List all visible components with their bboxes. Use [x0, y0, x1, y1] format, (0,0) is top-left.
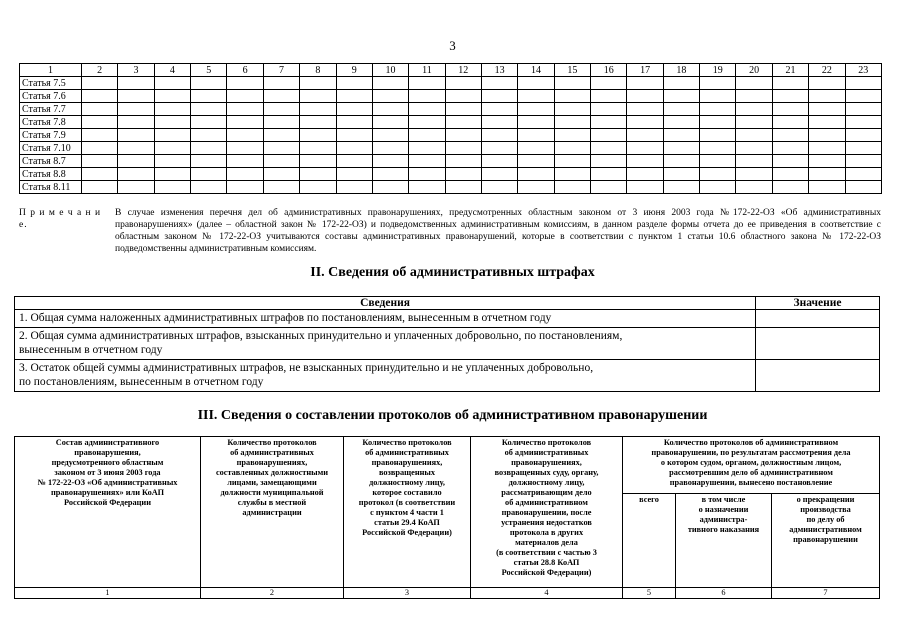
- protocols-col-1: Состав административного правонарушения, предусмотренного областным законом от 3 июня 2003 года № 172-22-ОЗ «Об административных правонарушениях» или КоАП Российской Федерации: [15, 437, 201, 588]
- article-cell: [263, 168, 299, 181]
- article-cell: [445, 181, 481, 194]
- article-cell: [118, 90, 154, 103]
- article-cell: [263, 181, 299, 194]
- article-cell: [627, 77, 663, 90]
- article-cell: [336, 116, 372, 129]
- article-cell: [554, 129, 590, 142]
- articles-header-cell: 9: [336, 64, 372, 77]
- article-cell: [300, 181, 336, 194]
- article-cell: [445, 77, 481, 90]
- articles-header-cell: 16: [591, 64, 627, 77]
- article-cell: [445, 116, 481, 129]
- article-cell: [191, 155, 227, 168]
- protocols-col-5-group: Количество протоколов об административном правонарушении, по результатам рассмотрения дела о котором судом, органом, должностным лицом, рассмотревшим дело об административном правонарушении, вынесено постановление: [623, 437, 880, 494]
- article-cell: [772, 103, 808, 116]
- articles-header-cell: 18: [663, 64, 699, 77]
- article-label: Статья 8.11: [20, 181, 82, 194]
- article-label: Статья 7.8: [20, 116, 82, 129]
- articles-header-cell: 17: [627, 64, 663, 77]
- article-cell: [409, 103, 445, 116]
- article-cell: [554, 155, 590, 168]
- article-cell: [372, 116, 408, 129]
- article-cell: [736, 77, 772, 90]
- article-cell: [445, 155, 481, 168]
- article-cell: [772, 155, 808, 168]
- articles-row: [20, 129, 882, 142]
- article-cell: [736, 155, 772, 168]
- article-cell: [409, 77, 445, 90]
- article-cell: [154, 116, 190, 129]
- article-label: Статья 8.8: [20, 168, 82, 181]
- articles-header-cell: 12: [445, 64, 481, 77]
- article-cell: [118, 142, 154, 155]
- fines-row-label: 3. Остаток общей суммы административных штрафов, не взысканных принудительно и не уплаченных добровольно, по постановлениям, вынесенным в отчетном году: [15, 360, 756, 392]
- protocols-col-4: Количество протоколов об административных правонарушениях, возвращенных суду, органу, должностному лицу, рассматривающим дело об административном правонарушении, после устранения недостатков протокола в других материалов дела (в соответствии с частью 3 статьи 28.8 КоАП Российской Федерации): [471, 437, 623, 588]
- article-cell: [700, 103, 736, 116]
- article-cell: [263, 116, 299, 129]
- articles-row: [20, 142, 882, 155]
- protocols-col-number: 3: [344, 588, 471, 599]
- article-cell: [663, 116, 699, 129]
- article-cell: [409, 142, 445, 155]
- page-number: 3: [449, 38, 456, 53]
- article-cell: [809, 168, 845, 181]
- article-cell: [118, 77, 154, 90]
- article-cell: [263, 90, 299, 103]
- article-cell: [372, 155, 408, 168]
- article-cell: [663, 168, 699, 181]
- fines-row: [15, 310, 880, 328]
- protocols-col-number: 1: [15, 588, 201, 599]
- article-cell: [227, 168, 263, 181]
- articles-header-cell: 11: [409, 64, 445, 77]
- article-cell: [82, 142, 118, 155]
- protocols-sub-total: всего: [623, 494, 676, 588]
- article-cell: [554, 168, 590, 181]
- article-cell: [118, 103, 154, 116]
- article-cell: [772, 181, 808, 194]
- articles-header-cell: 3: [118, 64, 154, 77]
- article-cell: [227, 181, 263, 194]
- fines-row-label: 2. Общая сумма административных штрафов, взысканных принудительно и уплаченных добровольно, по постановлениям, вынесенным в отчетном году: [15, 328, 756, 360]
- article-cell: [700, 142, 736, 155]
- article-cell: [409, 129, 445, 142]
- articles-row: [20, 90, 882, 103]
- article-cell: [154, 129, 190, 142]
- article-cell: [336, 168, 372, 181]
- article-cell: [445, 142, 481, 155]
- article-cell: [300, 168, 336, 181]
- article-cell: [518, 142, 554, 155]
- article-cell: [736, 142, 772, 155]
- article-cell: [845, 77, 881, 90]
- article-cell: [700, 168, 736, 181]
- article-cell: [154, 142, 190, 155]
- article-cell: [845, 168, 881, 181]
- fines-col-value: Значение: [756, 297, 880, 310]
- article-cell: [700, 129, 736, 142]
- article-cell: [809, 142, 845, 155]
- article-cell: [591, 129, 627, 142]
- article-cell: [445, 129, 481, 142]
- article-cell: [372, 168, 408, 181]
- article-cell: [845, 142, 881, 155]
- article-cell: [263, 77, 299, 90]
- article-cell: [409, 155, 445, 168]
- article-cell: [627, 90, 663, 103]
- article-cell: [300, 116, 336, 129]
- article-cell: [663, 103, 699, 116]
- article-cell: [663, 155, 699, 168]
- note-text: В случае изменения перечня дел об административных правонарушениях, предусмотренных областным законом от 3 июня 2003 года №172-22-ОЗ «Об административных правонарушениях» (далее – областной закон № 172-22-ОЗ) и подведомственных административным комиссиям, в данном разделе формы отчета до ее приведения в соответствие с областным законом № 172-22-ОЗ учитываются составы административных правонарушений, которые в соответствии с пунктом 1 статьи 10.6 областного закона № 172-22-ОЗ подведомственны административным комиссиям.: [115, 208, 881, 254]
- article-cell: [554, 142, 590, 155]
- article-label: Статья 7.5: [20, 77, 82, 90]
- article-cell: [736, 116, 772, 129]
- article-cell: [700, 181, 736, 194]
- article-cell: [518, 155, 554, 168]
- article-cell: [518, 116, 554, 129]
- article-cell: [663, 181, 699, 194]
- article-cell: [845, 181, 881, 194]
- articles-header-cell: 8: [300, 64, 336, 77]
- article-cell: [772, 77, 808, 90]
- article-cell: [372, 103, 408, 116]
- article-cell: [627, 142, 663, 155]
- article-cell: [481, 168, 517, 181]
- note-label: П р и м е ч а н и е.: [19, 208, 102, 230]
- article-cell: [263, 103, 299, 116]
- article-cell: [445, 90, 481, 103]
- articles-header-cell: 10: [372, 64, 408, 77]
- article-cell: [481, 155, 517, 168]
- article-cell: [700, 116, 736, 129]
- article-cell: [191, 181, 227, 194]
- article-cell: [736, 181, 772, 194]
- article-cell: [481, 142, 517, 155]
- article-cell: [82, 155, 118, 168]
- article-cell: [336, 77, 372, 90]
- article-cell: [809, 129, 845, 142]
- article-cell: [118, 155, 154, 168]
- article-cell: [809, 77, 845, 90]
- article-label: Статья 7.10: [20, 142, 82, 155]
- article-cell: [481, 90, 517, 103]
- article-cell: [118, 129, 154, 142]
- article-cell: [591, 181, 627, 194]
- articles-row: [20, 116, 882, 129]
- article-cell: [591, 155, 627, 168]
- article-cell: [227, 116, 263, 129]
- article-cell: [82, 116, 118, 129]
- article-label: Статья 7.6: [20, 90, 82, 103]
- article-cell: [700, 77, 736, 90]
- article-cell: [154, 155, 190, 168]
- fines-table: [14, 296, 880, 392]
- article-cell: [481, 129, 517, 142]
- article-cell: [191, 77, 227, 90]
- articles-header-cell: 2: [82, 64, 118, 77]
- article-label: Статья 8.7: [20, 155, 82, 168]
- articles-header-cell: 23: [845, 64, 881, 77]
- articles-header-cell: 1: [20, 64, 82, 77]
- article-label: Статья 7.9: [20, 129, 82, 142]
- article-cell: [518, 181, 554, 194]
- article-cell: [627, 155, 663, 168]
- article-cell: [518, 77, 554, 90]
- article-cell: [845, 155, 881, 168]
- article-cell: [591, 142, 627, 155]
- article-cell: [372, 181, 408, 194]
- articles-header-cell: 19: [700, 64, 736, 77]
- article-cell: [809, 155, 845, 168]
- article-cell: [772, 90, 808, 103]
- article-cell: [627, 168, 663, 181]
- article-cell: [191, 168, 227, 181]
- article-cell: [372, 142, 408, 155]
- article-cell: [263, 129, 299, 142]
- article-cell: [518, 90, 554, 103]
- article-cell: [554, 181, 590, 194]
- article-cell: [700, 155, 736, 168]
- article-cell: [736, 168, 772, 181]
- articles-header-cell: 15: [554, 64, 590, 77]
- articles-header-cell: 14: [518, 64, 554, 77]
- article-cell: [554, 90, 590, 103]
- article-cell: [627, 116, 663, 129]
- article-cell: [336, 181, 372, 194]
- article-cell: [191, 129, 227, 142]
- article-cell: [809, 116, 845, 129]
- protocols-col-number: 4: [471, 588, 623, 599]
- article-cell: [700, 90, 736, 103]
- article-cell: [154, 168, 190, 181]
- article-cell: [518, 168, 554, 181]
- protocols-col-2: Количество протоколов об административных правонарушениях, составленных должностными лицами, замещающими должности муниципальной службы в местной администрации: [201, 437, 344, 588]
- articles-row: [20, 77, 882, 90]
- article-cell: [118, 168, 154, 181]
- article-cell: [300, 103, 336, 116]
- articles-header-cell: 6: [227, 64, 263, 77]
- article-cell: [663, 129, 699, 142]
- article-cell: [845, 103, 881, 116]
- article-cell: [154, 181, 190, 194]
- articles-header-cell: 7: [263, 64, 299, 77]
- article-cell: [481, 181, 517, 194]
- article-cell: [82, 103, 118, 116]
- article-cell: [191, 90, 227, 103]
- article-cell: [336, 155, 372, 168]
- article-cell: [227, 129, 263, 142]
- article-cell: [227, 103, 263, 116]
- article-cell: [809, 90, 845, 103]
- article-cell: [663, 142, 699, 155]
- articles-header-cell: 5: [191, 64, 227, 77]
- article-cell: [591, 90, 627, 103]
- article-cell: [518, 129, 554, 142]
- article-cell: [409, 168, 445, 181]
- article-cell: [409, 181, 445, 194]
- article-cell: [227, 77, 263, 90]
- article-cell: [445, 103, 481, 116]
- article-cell: [82, 168, 118, 181]
- article-cell: [481, 116, 517, 129]
- article-cell: [227, 90, 263, 103]
- article-cell: [191, 116, 227, 129]
- article-cell: [372, 90, 408, 103]
- article-cell: [736, 103, 772, 116]
- article-cell: [736, 129, 772, 142]
- protocols-table: [14, 436, 880, 599]
- articles-header-cell: 4: [154, 64, 190, 77]
- article-cell: [336, 90, 372, 103]
- article-cell: [481, 103, 517, 116]
- article-cell: [82, 90, 118, 103]
- article-cell: [372, 129, 408, 142]
- article-cell: [845, 116, 881, 129]
- fines-row-label: 1. Общая сумма наложенных административных штрафов по постановлениям, вынесенным в отчетном году: [15, 310, 756, 328]
- article-cell: [663, 90, 699, 103]
- article-cell: [300, 129, 336, 142]
- article-cell: [263, 142, 299, 155]
- article-cell: [627, 103, 663, 116]
- protocols-col-number: 6: [676, 588, 772, 599]
- fines-row: [15, 328, 880, 360]
- fines-row: [15, 360, 880, 392]
- article-cell: [336, 103, 372, 116]
- article-cell: [481, 77, 517, 90]
- article-cell: [772, 142, 808, 155]
- article-cell: [227, 155, 263, 168]
- articles-header-cell: 21: [772, 64, 808, 77]
- article-cell: [591, 116, 627, 129]
- protocols-col-number: 7: [772, 588, 880, 599]
- article-cell: [409, 116, 445, 129]
- article-cell: [154, 103, 190, 116]
- article-cell: [554, 116, 590, 129]
- article-cell: [191, 142, 227, 155]
- article-cell: [445, 168, 481, 181]
- article-cell: [663, 77, 699, 90]
- article-cell: [772, 116, 808, 129]
- articles-row: [20, 181, 882, 194]
- protocols-sub-stop: о прекращении производства по делу об административном правонарушении: [772, 494, 880, 588]
- article-cell: [591, 168, 627, 181]
- article-cell: [554, 77, 590, 90]
- article-cell: [554, 103, 590, 116]
- article-cell: [82, 129, 118, 142]
- article-cell: [336, 142, 372, 155]
- article-cell: [772, 129, 808, 142]
- article-cell: [154, 90, 190, 103]
- section-2-title: II. Сведения об административных штрафах: [310, 265, 595, 280]
- section-3-title: III. Сведения о составлении протоколов об административном правонарушении: [197, 408, 708, 423]
- article-cell: [809, 103, 845, 116]
- article-cell: [845, 90, 881, 103]
- fines-row-value[interactable]: [756, 310, 880, 328]
- article-cell: [118, 181, 154, 194]
- article-cell: [82, 181, 118, 194]
- article-cell: [736, 90, 772, 103]
- article-cell: [409, 90, 445, 103]
- articles-table: [19, 63, 882, 194]
- article-cell: [300, 155, 336, 168]
- protocols-col-number: 2: [201, 588, 344, 599]
- articles-header-cell: 20: [736, 64, 772, 77]
- articles-header-cell: 22: [809, 64, 845, 77]
- articles-row: [20, 168, 882, 181]
- article-cell: [591, 103, 627, 116]
- article-label: Статья 7.7: [20, 103, 82, 116]
- article-cell: [627, 181, 663, 194]
- protocols-col-3: Количество протоколов об административных правонарушениях, возвращенных должностному лицу, которое составило протокол (в соответствии с пунктом 4 части 1 статьи 29.4 КоАП Российской Федерации): [344, 437, 471, 588]
- article-cell: [627, 129, 663, 142]
- article-cell: [300, 77, 336, 90]
- article-cell: [372, 77, 408, 90]
- fines-col-info: Сведения: [15, 297, 756, 310]
- article-cell: [518, 103, 554, 116]
- fines-row-value[interactable]: [756, 328, 880, 360]
- article-cell: [772, 168, 808, 181]
- protocols-col-number: 5: [623, 588, 676, 599]
- article-cell: [336, 129, 372, 142]
- article-cell: [118, 116, 154, 129]
- articles-row: [20, 155, 882, 168]
- fines-row-value[interactable]: [756, 360, 880, 392]
- article-cell: [300, 142, 336, 155]
- article-cell: [845, 129, 881, 142]
- article-cell: [227, 142, 263, 155]
- article-cell: [809, 181, 845, 194]
- article-cell: [154, 77, 190, 90]
- protocols-sub-punish: в том числе о назначении администра- тивного наказания: [676, 494, 772, 588]
- article-cell: [591, 77, 627, 90]
- article-cell: [82, 77, 118, 90]
- articles-header-cell: 13: [481, 64, 517, 77]
- article-cell: [263, 155, 299, 168]
- articles-row: [20, 103, 882, 116]
- article-cell: [191, 103, 227, 116]
- article-cell: [300, 90, 336, 103]
